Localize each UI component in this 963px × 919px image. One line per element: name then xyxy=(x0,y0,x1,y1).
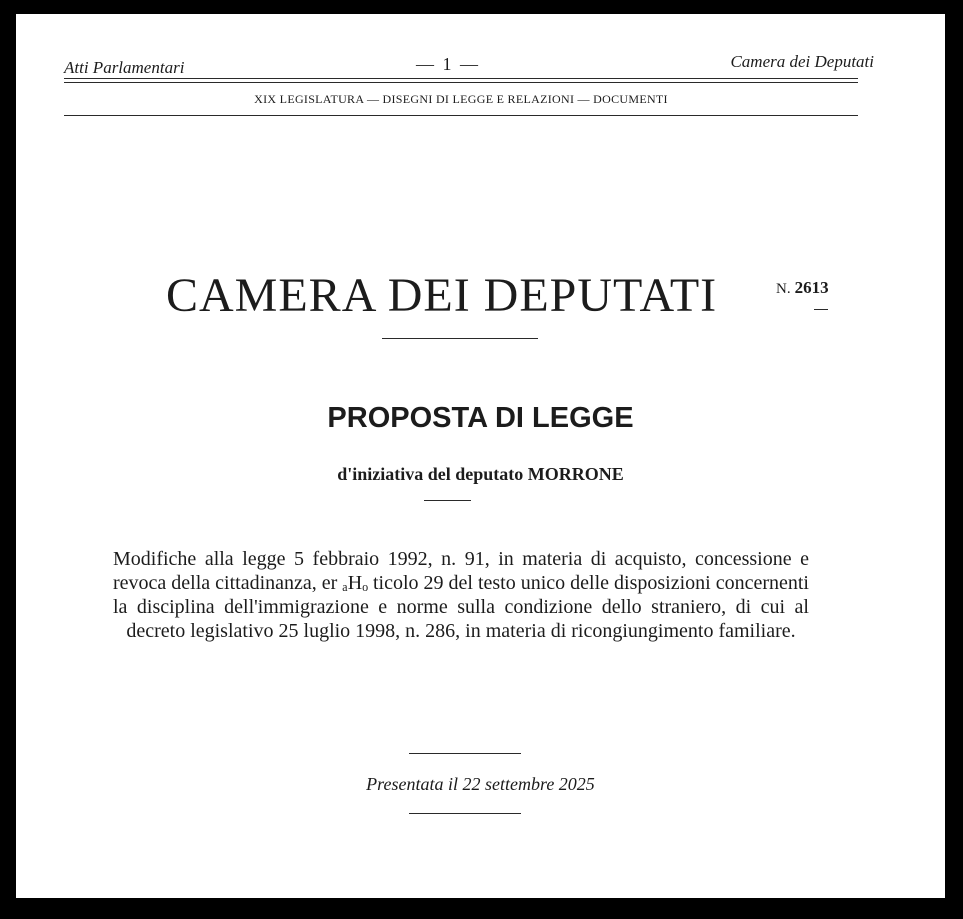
proposal-initiative: d'iniziativa del deputato MORRONE xyxy=(337,464,624,484)
chamber-title: CAMERA DEI DEPUTATI xyxy=(166,269,718,322)
title-divider xyxy=(382,338,538,339)
page-number: — 1 — xyxy=(416,54,480,74)
bill-number-dash xyxy=(814,309,828,310)
header-subtitle: XIX LEGISLATURA — DISEGNI DI LEGGE E RELAZIONI — DOCUMENTI xyxy=(254,92,668,106)
header-right: Camera dei Deputati xyxy=(730,52,874,71)
presented-divider-top xyxy=(409,753,521,754)
header-left: Atti Parlamentari xyxy=(64,58,185,77)
presentation-date: Presentata il 22 settembre 2025 xyxy=(366,774,595,794)
proposal-description: Modifiche alla legge 5 febbraio 1992, n. 91, in materia di acquisto, concessione e revoca della cittadinanza, er ₐHₒ ticolo 29 del testo unico delle disposizioni concernenti la disciplina dell'immigrazione e norme sulla condizione dello straniero, di cui al decreto legislativo 25 luglio 1998, n. 286, in materia di ricongiungimento familiare. xyxy=(113,548,809,642)
proposal-heading: PROPOSTA DI LEGGE xyxy=(327,402,634,434)
bill-number-block xyxy=(776,278,829,298)
header-rule-top xyxy=(64,78,858,79)
initiative-divider xyxy=(424,500,471,501)
bill-number: 2613 xyxy=(794,278,829,297)
document-page xyxy=(16,14,945,898)
header-rule-bottom xyxy=(64,115,858,116)
header-rule-top-inner xyxy=(64,82,858,83)
bill-number-prefix: N. xyxy=(776,281,791,297)
presented-divider-bottom xyxy=(409,813,521,814)
